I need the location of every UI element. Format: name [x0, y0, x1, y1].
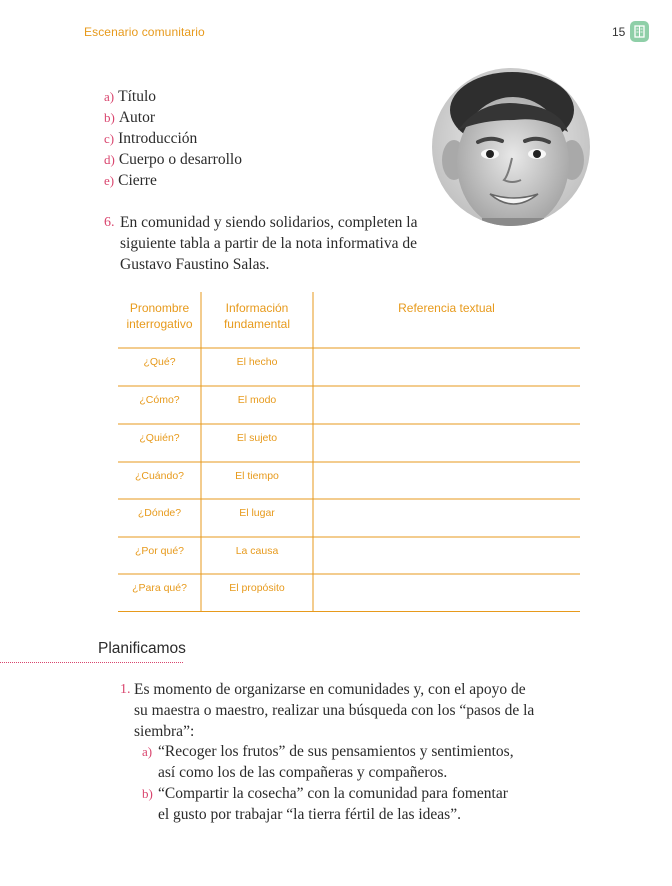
list-marker: d)	[104, 152, 115, 167]
list-item-text: Título	[118, 88, 156, 105]
header-pronoun-line1: Pronombre	[129, 301, 190, 315]
cell-info: El hecho	[236, 356, 278, 368]
boy-portrait-photo	[432, 68, 590, 226]
cell-info: El lugar	[239, 507, 275, 519]
list-item-text: Cierre	[118, 172, 157, 189]
list-marker: a)	[104, 89, 115, 104]
page-number: 15	[612, 25, 626, 39]
header-info	[201, 300, 313, 332]
cell-info: El propósito	[229, 582, 285, 594]
cell-pronoun: ¿Qué?	[143, 356, 176, 368]
cell-pronoun: ¿Cuándo?	[134, 470, 185, 482]
list-marker: e)	[104, 173, 115, 188]
cell-pronoun: ¿Dónde?	[137, 507, 182, 519]
cell-pronoun: ¿Por qué?	[134, 545, 185, 557]
list-item	[104, 107, 242, 128]
instruction-text: En comunidad y siendo solidarios, completen la siguiente tabla a partir de la nota informativa de Gustavo Faustino Salas.	[120, 214, 418, 273]
subitem-text: “Compartir la cosecha” con la comunidad para fomentar el gusto por trabajar “la tierra fértil de las ideas”.	[158, 785, 508, 823]
book-badge-icon	[630, 21, 649, 42]
questions-table	[118, 292, 580, 612]
header-pronoun-line2: interrogativo	[126, 317, 193, 331]
cell-info: La causa	[235, 545, 279, 557]
cell-info: El sujeto	[236, 432, 278, 444]
subitem-marker: b)	[142, 786, 153, 801]
subitem-text: “Recoger los frutos” de sus pensamientos y sentimientos, así como los de las compañeras y compañeros.	[158, 743, 514, 781]
list-item	[104, 86, 242, 107]
list-item-text: Autor	[118, 109, 156, 126]
list-marker: c)	[104, 131, 115, 146]
list-item	[104, 128, 242, 149]
outline-list	[104, 86, 242, 191]
subitem-b	[142, 783, 522, 825]
header-reference: Referencia textual	[398, 301, 495, 315]
cell-pronoun: ¿Cómo?	[139, 394, 180, 406]
heading-underline	[0, 662, 183, 663]
cell-info: El modo	[237, 394, 277, 406]
list-item-text: Introducción	[118, 130, 198, 147]
table-grid	[118, 292, 580, 612]
instruction-number: 6.	[104, 215, 115, 230]
list-item-text: Cuerpo o desarrollo	[118, 151, 242, 168]
cell-info: El tiempo	[235, 470, 279, 482]
list-item	[104, 149, 242, 170]
header-pronoun	[118, 300, 201, 332]
subitem-marker: a)	[142, 744, 153, 759]
cell-pronoun: ¿Quién?	[139, 432, 180, 444]
list-item	[104, 170, 242, 191]
instruction-number: 1.	[120, 682, 131, 697]
subitem-a	[142, 741, 522, 783]
section-title: Escenario comunitario	[84, 25, 205, 39]
section-heading: Planificamos	[98, 640, 186, 657]
instruction-1	[120, 679, 540, 742]
cell-pronoun: ¿Para qué?	[132, 582, 187, 594]
header-info-line2: fundamental	[223, 317, 291, 331]
list-marker: b)	[104, 110, 115, 125]
header-info-line1: Información	[225, 301, 289, 315]
instruction-6	[104, 212, 434, 275]
instruction-text: Es momento de organizarse en comunidades y, con el apoyo de su maestra o maestro, realizar una búsqueda con los “pasos de la siembra”:	[134, 681, 535, 740]
